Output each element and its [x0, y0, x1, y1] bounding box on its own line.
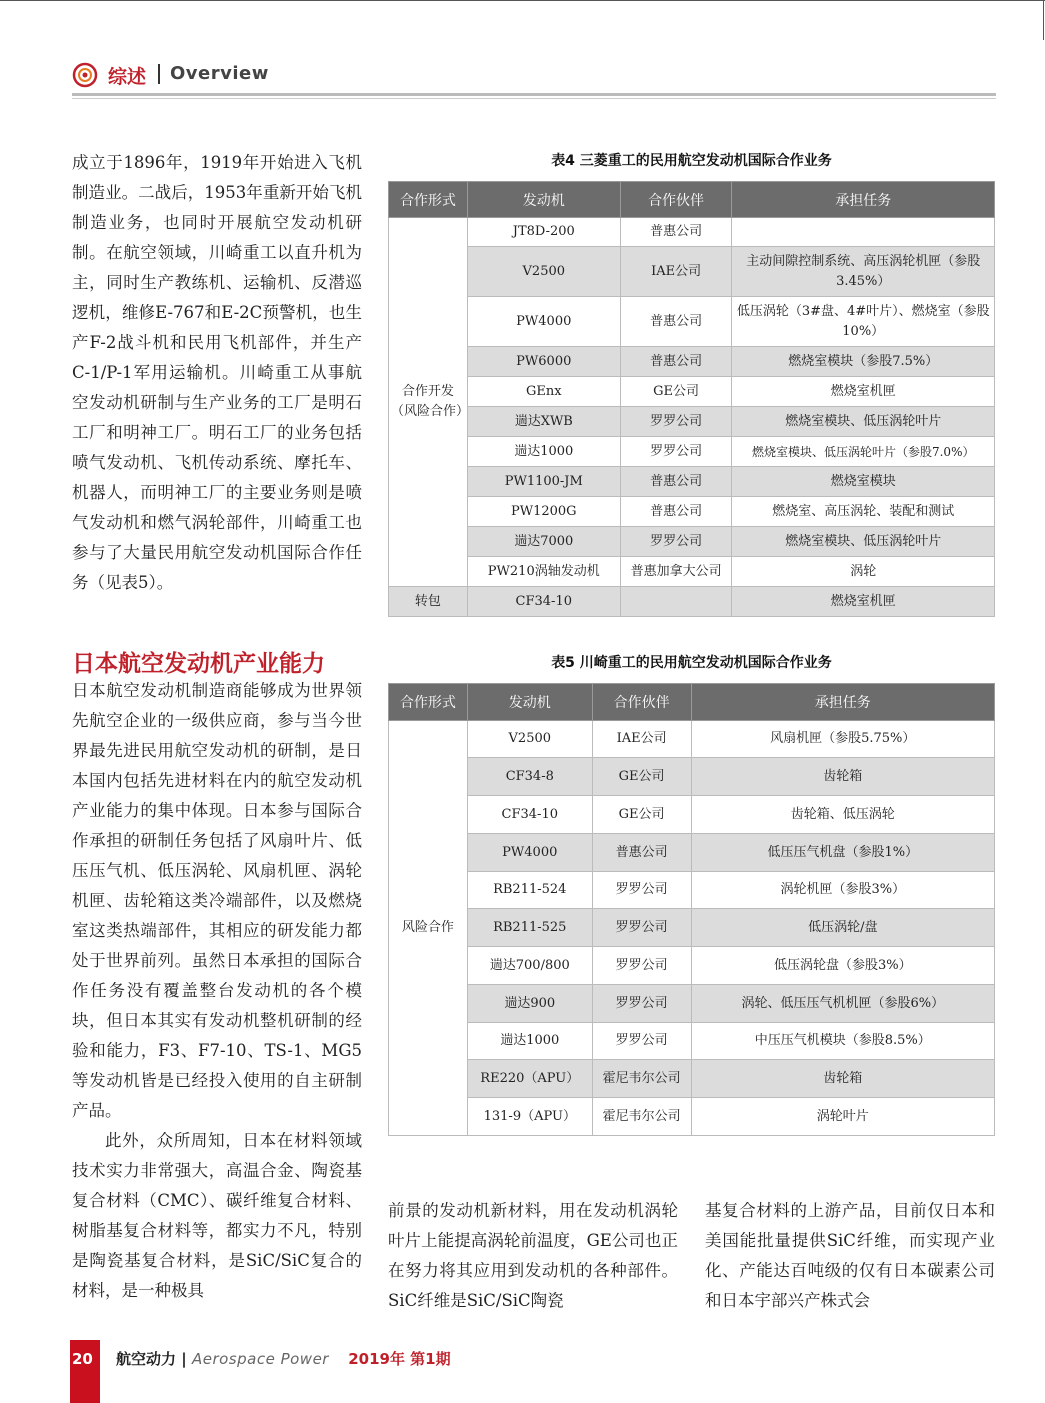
task-cell: 主动间隙控制系统、高压涡轮机匣（参股3.45%） — [732, 247, 995, 297]
journal-logo-icon — [72, 62, 98, 88]
partner-cell: 普惠公司 — [620, 347, 732, 377]
engine-cell: RE220（APU） — [467, 1060, 592, 1098]
table-row — [389, 407, 995, 437]
partner-cell: 罗罗公司 — [592, 985, 691, 1023]
column-header: 合作形式 — [389, 182, 468, 218]
partner-cell: 罗罗公司 — [592, 1023, 691, 1060]
column-header: 合作伙伴 — [620, 182, 732, 218]
table-row — [389, 758, 995, 796]
body-paragraph: 此外，众所周知，日本在材料领域技术实力非常强大，高温合金、陶瓷基复合材料（CMC）、碳纤维复合材料、树脂基复合材料等，都实力不凡，特别是陶瓷基复合材料，是SiC/SiC复合的材料，是一种极具 — [72, 1131, 362, 1300]
task-cell: 燃烧室机匣 — [732, 587, 995, 617]
cooperation-form-cell: 合作开发（风险合作） — [389, 218, 468, 587]
column-header: 承担任务 — [691, 684, 994, 721]
task-cell: 风扇机匣（参股5.75%） — [691, 721, 994, 758]
left-column-top — [72, 148, 362, 598]
engine-cell: CF34-8 — [467, 758, 592, 796]
partner-cell: IAE公司 — [620, 247, 732, 297]
table-row — [389, 872, 995, 909]
journal-name-en: Aerospace Power — [191, 1350, 329, 1368]
column-header: 合作伙伴 — [592, 684, 691, 721]
table-row — [389, 1023, 995, 1060]
partner-cell: IAE公司 — [592, 721, 691, 758]
table-row — [389, 557, 995, 587]
table-row — [389, 1098, 995, 1136]
cooperation-form-cell: 风险合作 — [389, 721, 468, 1136]
table4 — [388, 181, 995, 617]
task-cell: 燃烧室模块、低压涡轮叶片 — [732, 407, 995, 437]
table-row — [389, 909, 995, 947]
engine-cell: 遄达1000 — [467, 1023, 592, 1060]
journal-footer — [116, 1348, 451, 1369]
table-row — [389, 587, 995, 617]
page-top-rule — [0, 0, 1045, 1]
table-row — [389, 947, 995, 985]
engine-cell: RB211-525 — [467, 909, 592, 947]
engine-cell: PW210涡轴发动机 — [467, 557, 620, 587]
section-heading: 日本航空发动机产业能力 — [72, 651, 325, 677]
task-cell: 低压涡轮/盘 — [691, 909, 994, 947]
bottom-column-middle — [388, 1196, 678, 1316]
task-cell: 齿轮箱、低压涡轮 — [691, 796, 994, 834]
partner-cell: 普惠公司 — [620, 218, 732, 247]
table-row — [389, 497, 995, 527]
table-header-row — [389, 182, 995, 218]
header-rule-thin — [72, 98, 996, 99]
partner-cell: GE公司 — [592, 758, 691, 796]
engine-cell: CF34-10 — [467, 587, 620, 617]
engine-cell: PW1100-JM — [467, 467, 620, 497]
header-rule — [72, 93, 996, 96]
task-cell: 齿轮箱 — [691, 1060, 994, 1098]
header-divider — [158, 64, 160, 84]
body-paragraph: 前景的发动机新材料，用在发动机涡轮叶片上能提高涡轮前温度，GE公司也正在努力将其应用到发动机的各种部件。SiC纤维是SiC/SiC陶瓷 — [388, 1201, 678, 1310]
partner-cell: 罗罗公司 — [592, 872, 691, 909]
task-cell: 低压涡轮盘（参股3%） — [691, 947, 994, 985]
partner-cell: 罗罗公司 — [620, 527, 732, 557]
partner-cell: 普惠公司 — [592, 834, 691, 872]
column-header: 合作形式 — [389, 684, 468, 721]
engine-cell: CF34-10 — [467, 796, 592, 834]
table-row — [389, 437, 995, 467]
partner-cell: 霍尼韦尔公司 — [592, 1060, 691, 1098]
body-paragraph: 成立于1896年，1919年开始进入飞机制造业。二战后，1953年重新开始飞机制造业务，也同时开展航空发动机研制。在航空领域，川崎重工以直升机为主，同时生产教练机、运输机、反潜巡逻机，维修E-767和E-2C预警机，也生产F-2战斗机和民用飞机部件，并生产C-1/P-1军用运输机。川崎重工从事航空发动机研制与生产业务的工厂是明石工厂和明神工厂。明石工厂的业务包括喷气发动机、飞机传动系统、摩托车、机器人，而明神工厂的主要业务则是喷气发动机和燃气涡轮部件，川崎重工也参与了大量民用航空发动机国际合作任务（见表5）。 — [72, 153, 362, 592]
partner-cell: 普惠公司 — [620, 497, 732, 527]
engine-cell: V2500 — [467, 247, 620, 297]
task-cell: 燃烧室模块（参股7.5%） — [732, 347, 995, 377]
table-row — [389, 297, 995, 347]
engine-cell: PW6000 — [467, 347, 620, 377]
journal-name-cn: 航空动力 — [116, 1350, 177, 1368]
bottom-column-right — [705, 1196, 995, 1316]
task-cell: 燃烧室模块、低压涡轮叶片（参股7.0%） — [732, 437, 995, 467]
engine-cell: PW4000 — [467, 297, 620, 347]
journal-issue: 2019年 第1期 — [348, 1350, 451, 1368]
table-row — [389, 1060, 995, 1098]
engine-cell: 遄达900 — [467, 985, 592, 1023]
table-row — [389, 347, 995, 377]
engine-cell: 遄达XWB — [467, 407, 620, 437]
table5-caption: 表5 川崎重工的民用航空发动机国际合作业务 — [551, 655, 832, 671]
engine-cell: 131-9（APU） — [467, 1098, 592, 1136]
page-header — [72, 60, 996, 94]
column-header: 发动机 — [467, 182, 620, 218]
task-cell: 涡轮 — [732, 557, 995, 587]
table-row — [389, 721, 995, 758]
page-right-rule — [1043, 0, 1044, 40]
body-paragraph: 日本航空发动机制造商能够成为世界领先航空企业的一级供应商，参与当今世界最先进民用航空发动机的研制，是日本国内包括先进材料在内的航空发动机产业能力的集中体现。日本参与国际合作承担的研制任务包括了风扇叶片、低压压气机、低压涡轮、风扇机匣、涡轮机匣、齿轮箱这类冷端部件，以及燃烧室这类热端部件，其相应的研发能力都处于世界前列。虽然日本承担的国际合作任务没有覆盖整台发动机的各个模块，但日本其实有发动机整机研制的经验和能力，F3、F7-10、TS-1、MG5等发动机皆是已经投入使用的自主研制产品。 — [72, 681, 362, 1120]
partner-cell — [620, 587, 732, 617]
column-header: 承担任务 — [732, 182, 995, 218]
task-cell: 燃烧室模块 — [732, 467, 995, 497]
task-cell: 低压涡轮（3#盘、4#叶片）、燃烧室（参股10%） — [732, 297, 995, 347]
engine-cell: JT8D-200 — [467, 218, 620, 247]
task-cell: 燃烧室、高压涡轮、装配和测试 — [732, 497, 995, 527]
task-cell: 涡轮、低压压气机机匣（参股6%） — [691, 985, 994, 1023]
table-row — [389, 247, 995, 297]
partner-cell: 普惠公司 — [620, 467, 732, 497]
table4-caption: 表4 三菱重工的民用航空发动机国际合作业务 — [551, 153, 832, 169]
engine-cell: PW4000 — [467, 834, 592, 872]
task-cell — [732, 218, 995, 247]
table-row — [389, 467, 995, 497]
cooperation-form-cell: 转包 — [389, 587, 468, 617]
task-cell: 燃烧室模块、低压涡轮叶片 — [732, 527, 995, 557]
table-row — [389, 218, 995, 247]
task-cell: 燃烧室机匣 — [732, 377, 995, 407]
partner-cell: GE公司 — [592, 796, 691, 834]
page-number: 20 — [72, 1350, 93, 1368]
table5 — [388, 683, 995, 1136]
partner-cell: 罗罗公司 — [592, 909, 691, 947]
engine-cell: GEnx — [467, 377, 620, 407]
partner-cell: 普惠公司 — [620, 297, 732, 347]
task-cell: 齿轮箱 — [691, 758, 994, 796]
engine-cell: 遄达7000 — [467, 527, 620, 557]
task-cell: 涡轮叶片 — [691, 1098, 994, 1136]
table-row — [389, 834, 995, 872]
engine-cell: 遄达1000 — [467, 437, 620, 467]
table-row — [389, 527, 995, 557]
engine-cell: 遄达700/800 — [467, 947, 592, 985]
partner-cell: GE公司 — [620, 377, 732, 407]
partner-cell: 霍尼韦尔公司 — [592, 1098, 691, 1136]
task-cell: 涡轮机匣（参股3%） — [691, 872, 994, 909]
column-header: 发动机 — [467, 684, 592, 721]
table-row — [389, 796, 995, 834]
section-title-en: Overview — [170, 63, 269, 84]
left-column-body — [72, 676, 362, 1306]
partner-cell: 普惠加拿大公司 — [620, 557, 732, 587]
table-header-row — [389, 684, 995, 721]
body-paragraph: 基复合材料的上游产品，目前仅日本和美国能批量提供SiC纤维，而实现产业化、产能达百吨级的仅有日本碳素公司和日本宇部兴产株式会 — [705, 1201, 995, 1310]
table-row — [389, 985, 995, 1023]
engine-cell: RB211-524 — [467, 872, 592, 909]
partner-cell: 罗罗公司 — [620, 437, 732, 467]
partner-cell: 罗罗公司 — [620, 407, 732, 437]
engine-cell: V2500 — [467, 721, 592, 758]
partner-cell: 罗罗公司 — [592, 947, 691, 985]
section-title-cn: 综述 — [108, 66, 147, 88]
task-cell: 低压压气机盘（参股1%） — [691, 834, 994, 872]
task-cell: 中压压气机模块（参股8.5%） — [691, 1023, 994, 1060]
engine-cell: PW1200G — [467, 497, 620, 527]
table-row — [389, 377, 995, 407]
journal-separator: | — [181, 1350, 187, 1368]
